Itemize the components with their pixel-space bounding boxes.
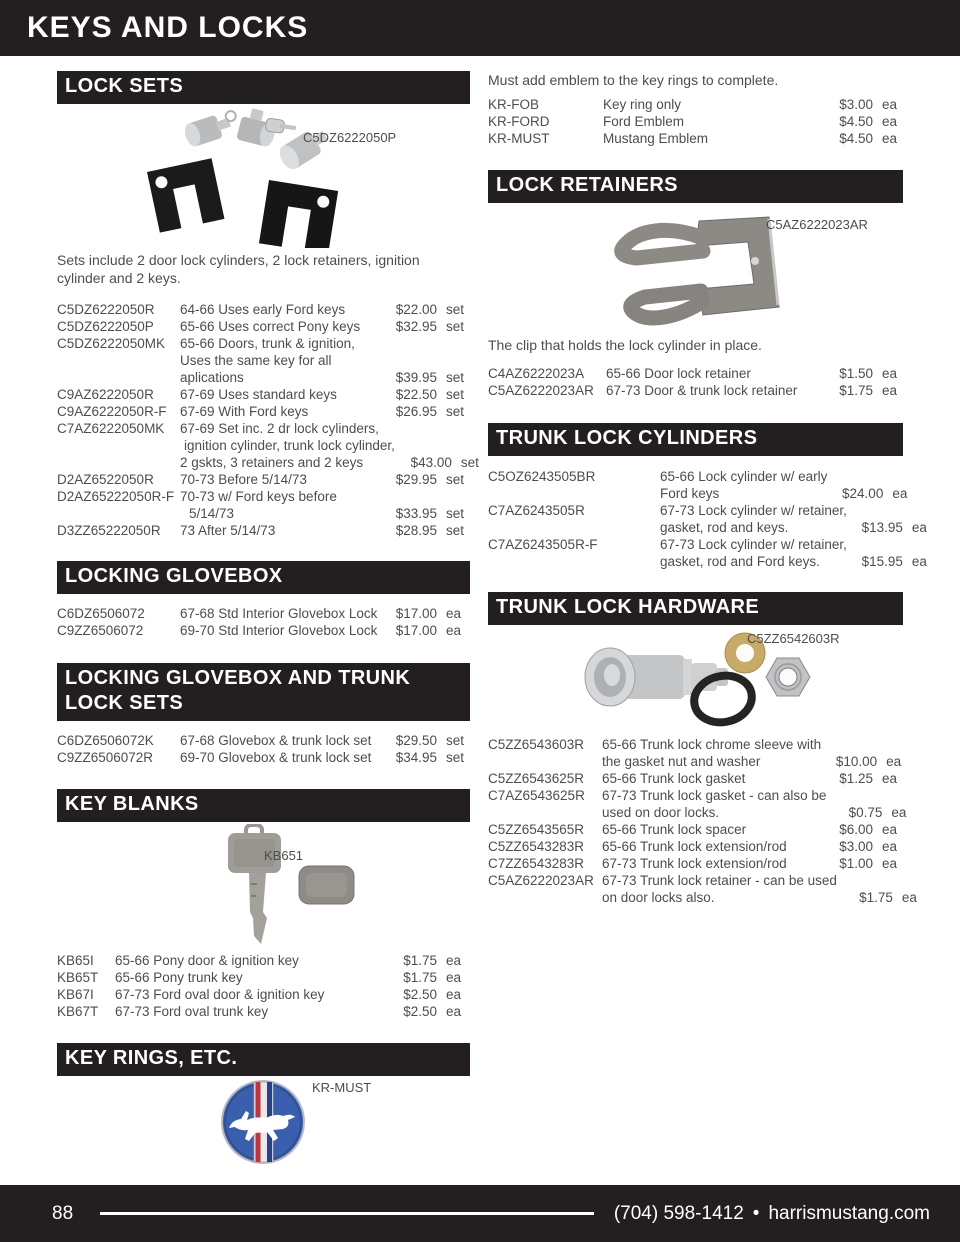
table-row [57,605,470,622]
lock-sets-table [57,301,479,539]
retainer-clip-icon [622,217,779,318]
lock-set-illustration [117,106,417,248]
description-line: Uses the same key for all [180,353,332,368]
table-row [57,335,470,386]
part-description: 64-66 Uses early Ford keys [180,302,346,317]
catalog-content [0,56,960,1166]
part-unit: set [446,404,465,419]
key-blanks-table [57,952,470,1020]
section-heading-trunk-cylinders: TRUNK LOCK CYLINDERS [488,423,903,456]
description-line: 67-73 Trunk lock gasket - can also be [602,788,827,803]
part-unit: set [460,455,479,470]
part-unit: ea [911,554,927,569]
part-unit: ea [882,822,898,837]
part-unit: set [446,733,465,748]
part-number: C6DZ6506072K [57,733,154,748]
trunk-hardware-table [488,736,917,906]
part-price: $29.95 [395,472,437,487]
part-price: $22.00 [395,302,437,317]
table-row [488,536,927,570]
table-row [488,855,903,872]
part-number: C7AZ6243505R [488,503,585,518]
part-price: $10.00 [835,754,878,769]
part-number: C7AZ6543625R [488,788,585,803]
key-ring-table [488,96,903,147]
part-number: C9AZ6222050R [57,387,154,402]
part-price: $0.75 [848,805,883,820]
description-line: gasket, rod and Ford keys. [660,554,820,569]
part-price: $1.75 [839,383,873,398]
part-price: $34.95 [395,750,437,765]
table-row [57,622,470,639]
part-number: C5OZ6243505BR [488,469,596,484]
locking-glovebox-table [57,605,470,639]
part-price: $3.00 [839,839,873,854]
table-row [57,471,470,488]
part-unit: ea [891,805,907,820]
part-description [180,420,395,471]
table-row [57,301,470,318]
table-row [57,986,470,1003]
part-description: 65-66 Uses correct Pony keys [180,319,361,334]
part-number: C7AZ6222050MK [57,421,165,436]
part-description [180,488,380,522]
part-unit: set [446,319,465,334]
description-line: 2 gskts, 3 retainers and 2 keys [180,455,364,470]
part-description: 65-66 Pony door & ignition key [115,953,299,968]
part-unit: ea [911,520,927,535]
part-price: $4.50 [839,130,873,146]
part-description [180,335,380,386]
part-unit: set [446,370,465,385]
page-title: KEYS AND LOCKS [27,11,309,44]
table-row [488,113,903,130]
description-line: aplications [180,370,244,385]
part-unit: set [446,387,465,402]
trunk-hardware-photo [488,627,903,732]
part-number: C9AZ6222050R-F [57,404,167,419]
part-description: 67-68 Std Interior Glovebox Lock [180,606,378,621]
description-line: 65-66 Trunk lock chrome sleeve with [602,737,822,752]
section-heading-trunk-hardware: TRUNK LOCK HARDWARE [488,592,903,625]
part-number: KB65T [57,970,99,985]
part-price: $22.50 [395,387,437,402]
part-description: 67-73 Ford oval door & ignition key [115,987,325,1002]
part-unit: set [446,302,465,317]
part-price: $33.95 [395,506,437,521]
part-number: KB67I [57,987,94,1002]
table-row [488,872,917,906]
table-row [57,749,470,766]
part-number: D2AZ65222050R-F [57,489,175,504]
part-unit: ea [882,856,898,871]
lock-sets-description: Sets include 2 door lock cylinders, 2 lock retainers, ignition cylinder and 2 keys. [57,252,420,286]
part-description: 65-66 Trunk lock spacer [602,822,747,837]
part-unit: ea [886,754,902,769]
section-heading-locking-glovebox: LOCKING GLOVEBOX [57,561,470,594]
page-footer [0,1185,960,1242]
part-number: C5ZZ6543283R [488,839,585,854]
part-description: 65-66 Pony trunk key [115,970,243,985]
part-price: $1.75 [403,953,437,968]
part-number: C5DZ6222050R [57,302,155,317]
part-unit: ea [446,606,462,621]
part-number: C6DZ6506072 [57,606,145,621]
description-line: the gasket nut and washer [602,754,761,769]
part-price: $1.75 [859,890,893,905]
emblem-note: Must add emblem to the key rings to complete. [488,72,779,88]
part-unit: ea [882,839,898,854]
footer-rule [100,1212,594,1215]
part-unit: ea [882,383,898,398]
photo-part-label: C5ZZ6542603R [747,631,840,646]
part-unit: ea [882,96,898,112]
part-description: Mustang Emblem [603,130,709,146]
part-unit: set [446,472,465,487]
right-column [488,71,927,1166]
description-line: gasket, rod and keys. [660,520,789,535]
part-description [660,502,847,536]
part-price: $3.00 [839,96,873,112]
part-number: C5AZ6222023AR [488,383,594,398]
part-price: $43.00 [410,455,452,470]
part-price: $17.00 [395,606,437,621]
part-price: $1.75 [403,970,437,985]
part-number: C5DZ6222050MK [57,336,166,351]
part-number: KR-FOB [488,96,540,112]
photo-part-label: KR-MUST [312,1080,372,1095]
table-row [57,318,470,335]
photo-part-label: C5AZ6222023AR [766,216,868,232]
description-line: 70-73 w/ Ford keys before [180,489,337,504]
section-heading-key-blanks: KEY BLANKS [57,789,470,822]
part-price: $24.00 [842,486,884,501]
section-heading-line: LOCK SETS [65,692,184,714]
description-line: ignition cylinder, trunk lock cylinder, [184,438,395,453]
part-description [602,872,837,906]
part-description: 65-66 Door lock retainer [606,366,751,381]
table-row [488,838,903,855]
table-row [488,821,903,838]
description-line: 5/14/73 [189,506,235,521]
lock-retainer-clip-icon [259,180,338,248]
table-row [57,732,470,749]
table-row [57,952,470,969]
footer-contact [614,1203,930,1225]
table-row [488,365,903,382]
part-description: 65-66 Trunk lock gasket [602,771,746,786]
part-price: $4.50 [839,113,873,129]
part-description: 67-68 Glovebox & trunk lock set [180,733,372,748]
part-description: 67-69 With Ford keys [180,404,309,419]
table-row [57,420,479,471]
part-description [602,787,826,821]
table-row [488,770,903,787]
part-description: 67-73 Door & trunk lock retainer [606,383,798,398]
part-number: C5ZZ6543565R [488,822,585,837]
part-number: C5ZZ6543603R [488,737,585,752]
part-unit: ea [892,486,908,501]
description-line: used on door locks. [602,805,720,820]
part-price: $28.95 [395,523,437,538]
key-blank-icon [228,825,281,944]
photo-part-label: KB651 [264,848,304,863]
part-unit: ea [446,987,462,1002]
table-row [488,382,903,399]
part-description: 67-73 Trunk lock extension/rod [602,856,787,871]
table-row [57,403,470,420]
part-number: C5ZZ6543625R [488,771,585,786]
left-column [57,71,479,1166]
lock-sets-photo [57,106,470,248]
part-unit: ea [446,1004,462,1019]
section-heading-key-rings: KEY RINGS, ETC. [57,1043,470,1076]
part-description: 70-73 Before 5/14/73 [180,472,307,487]
part-number: C7ZZ6543283R [488,856,585,871]
description-line: 67-73 Lock cylinder w/ retainer, [660,537,847,552]
part-unit: ea [882,130,898,146]
part-price: $1.50 [839,366,873,381]
part-number: C4AZ6222023A [488,366,585,381]
key-blanks-photo [57,824,470,950]
part-unit: ea [882,366,898,381]
part-number: KB67T [57,1004,99,1019]
part-description: 67-73 Ford oval trunk key [115,1004,269,1019]
part-description [660,536,847,570]
lock-cylinder-icon [182,109,241,149]
part-number: KR-FORD [488,113,550,129]
part-number: C9ZZ6506072 [57,623,144,638]
part-description: 69-70 Std Interior Glovebox Lock [180,623,378,638]
part-unit: ea [446,623,462,638]
table-row [57,386,470,403]
trunk-cylinders-table [488,468,927,570]
table-row [488,130,903,147]
part-number: KB65I [57,953,94,968]
table-row [488,502,927,536]
photo-part-label: C5DZ6222050P [303,130,397,145]
part-unit: ea [901,890,917,905]
table-row [57,1003,470,1020]
part-number: KR-MUST [488,130,550,146]
part-price: $32.95 [395,319,437,334]
part-description [660,468,827,502]
part-description: 65-66 Trunk lock extension/rod [602,839,787,854]
description-line: 67-69 Set inc. 2 dr lock cylinders, [180,421,379,436]
part-description: 67-69 Uses standard keys [180,387,337,402]
part-number: C5AZ6222023AR [488,873,594,888]
glovebox-trunk-table [57,732,470,766]
part-price: $2.50 [403,1004,437,1019]
part-unit: set [446,750,465,765]
part-unit: ea [446,953,462,968]
part-number: C7AZ6243505R-F [488,537,598,552]
key-blank-illustration [207,824,377,950]
part-price: $15.95 [861,554,903,569]
table-row [488,787,907,821]
part-price: $2.50 [403,987,437,1002]
page-header [0,0,960,56]
part-unit: set [446,506,465,521]
part-number: D3ZZ65222050R [57,523,161,538]
part-price: $1.25 [839,771,873,786]
section-heading-glovebox-trunk-sets [57,663,470,721]
description-line: Ford keys [660,486,720,501]
part-price: $29.50 [395,733,437,748]
table-row [488,468,908,502]
footer-website: harrismustang.com [768,1202,930,1224]
part-number: D2AZ6522050R [57,472,154,487]
part-number: C9ZZ6506072R [57,750,154,765]
part-price: $17.00 [395,623,437,638]
part-description: Ford Emblem [603,113,685,129]
bullet-separator: • [752,1202,760,1224]
part-price: $39.95 [395,370,437,385]
lock-retainers-description: The clip that holds the lock cylinder in place. [488,336,762,353]
part-price: $6.00 [839,822,873,837]
part-unit: ea [882,113,898,129]
table-row [57,522,470,539]
footer-phone: (704) 598-1412 [613,1202,744,1224]
table-row [57,969,470,986]
description-line: 67-73 Trunk lock retainer - can be used [602,873,837,888]
part-description: Key ring only [603,96,682,112]
description-line: 65-66 Doors, trunk & ignition, [180,336,355,351]
table-row [488,96,903,113]
part-number: C5DZ6222050P [57,319,154,334]
part-description: 73 After 5/14/73 [180,523,276,538]
hex-nut-icon [766,658,810,696]
part-price: $13.95 [861,520,903,535]
description-line: on door locks also. [602,890,715,905]
table-row [57,488,470,522]
section-heading-lock-sets: LOCK SETS [57,71,470,104]
description-line: 67-73 Lock cylinder w/ retainer, [660,503,847,518]
lock-retainers-photo [488,205,903,333]
part-description [602,736,821,770]
lock-retainers-table [488,365,903,399]
table-row [488,736,903,770]
part-unit: ea [446,970,462,985]
part-unit: ea [882,771,898,786]
page-number: 88 [52,1202,74,1224]
part-unit: set [446,523,465,538]
part-price: $26.95 [395,404,437,419]
lock-retainer-clip-icon [147,158,224,232]
part-price: $1.00 [839,856,873,871]
key-rings-photo [57,1078,470,1166]
section-heading-line: LOCKING GLOVEBOX AND TRUNK [65,667,411,689]
key-head-icon [299,866,354,904]
description-line: 65-66 Lock cylinder w/ early [660,469,828,484]
part-description: 69-70 Glovebox & trunk lock set [180,750,372,765]
section-heading-lock-retainers: LOCK RETAINERS [488,170,903,203]
